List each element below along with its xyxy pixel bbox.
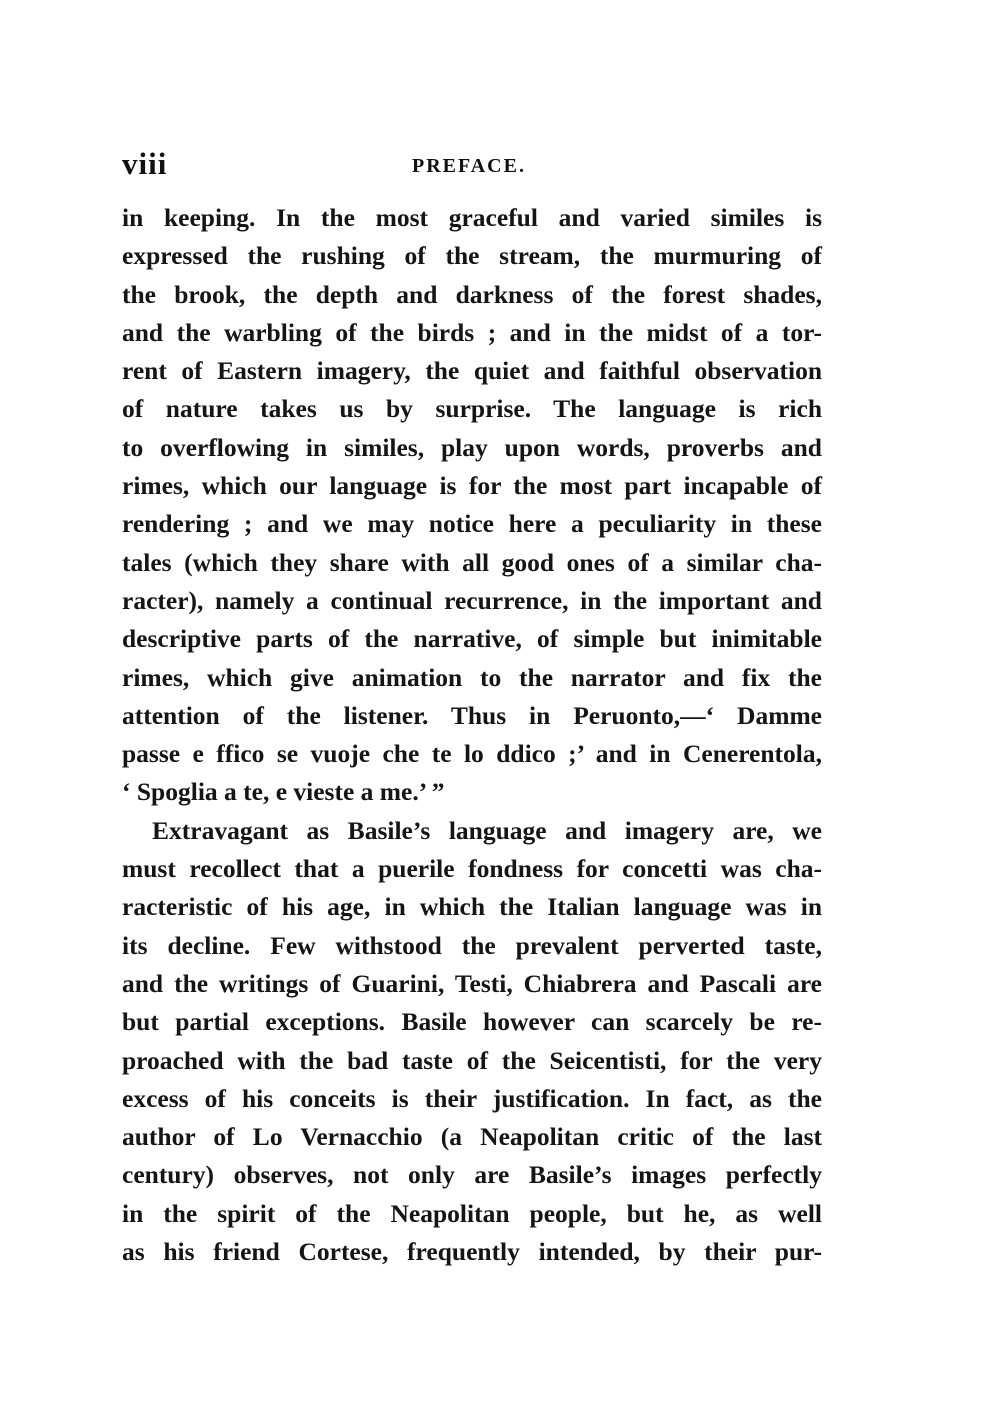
text-line: century) observes, not only are Basile’s images perfectly xyxy=(122,1160,822,1190)
text-line: rimes, which give animation to the narrator and fix the xyxy=(122,662,822,692)
text-line: in keeping. In the most graceful and varied similes is xyxy=(122,203,822,232)
paragraph-start-line: Extravagant as Basile’s language and imagery are, we xyxy=(152,815,822,845)
text-line: passe e ffico se vuoje che te lo ddico ;’ and in Cenerentola, xyxy=(122,739,822,769)
text-line: rimes, which our language is for the most part incapable of xyxy=(122,471,822,501)
text-line: tales (which they share with all good ones of a similar cha- xyxy=(122,547,822,577)
text-line: rendering ; and we may notice here a peculiarity in these xyxy=(122,509,822,539)
text-line: in the spirit of the Neapolitan people, but he, as well xyxy=(122,1198,822,1228)
paragraph-end-line: ‘ Spoglia a te, e vieste a me.’ ” xyxy=(122,777,445,807)
text-line: must recollect that a puerile fondness for concetti was cha- xyxy=(122,854,822,884)
page-number: viii xyxy=(122,146,168,181)
text-line: its decline. Few withstood the prevalent perverted taste, xyxy=(122,930,822,960)
running-head xyxy=(122,146,822,186)
text-line: but partial exceptions. Basile however can scarcely be re- xyxy=(122,1007,822,1037)
text-line: expressed the rushing of the stream, the murmuring of xyxy=(122,241,822,271)
text-line: proached with the bad taste of the Seicentisti, for the very xyxy=(122,1045,822,1075)
text-line: to overflowing in similes, play upon words, proverbs and xyxy=(122,432,822,462)
text-line: the brook, the depth and darkness of the forest shades, xyxy=(122,279,822,309)
text-line: of nature takes us by surprise. The language is rich xyxy=(122,394,822,424)
text-line: author of Lo Vernacchio (a Neapolitan critic of the last xyxy=(122,1122,822,1152)
text-line: racter), namely a continual recurrence, in the important and xyxy=(122,585,822,615)
running-title: PREFACE. xyxy=(412,155,526,177)
text-line: attention of the listener. Thus in Peruonto,—‘ Damme xyxy=(122,700,822,730)
body-text xyxy=(122,199,822,1271)
text-line: descriptive parts of the narrative, of simple but inimitable xyxy=(122,624,822,654)
text-line: rent of Eastern imagery, the quiet and faithful observation xyxy=(122,356,822,386)
text-line: and the writings of Guarini, Testi, Chiabrera and Pascali are xyxy=(122,968,822,998)
text-line: and the warbling of the birds ; and in the midst of a tor- xyxy=(122,317,822,347)
text-line: as his friend Cortese, frequently intended, by their pur- xyxy=(122,1237,822,1267)
text-line: excess of his conceits is their justification. In fact, as the xyxy=(122,1083,822,1113)
text-line: racteristic of his age, in which the Italian language was in xyxy=(122,892,822,922)
